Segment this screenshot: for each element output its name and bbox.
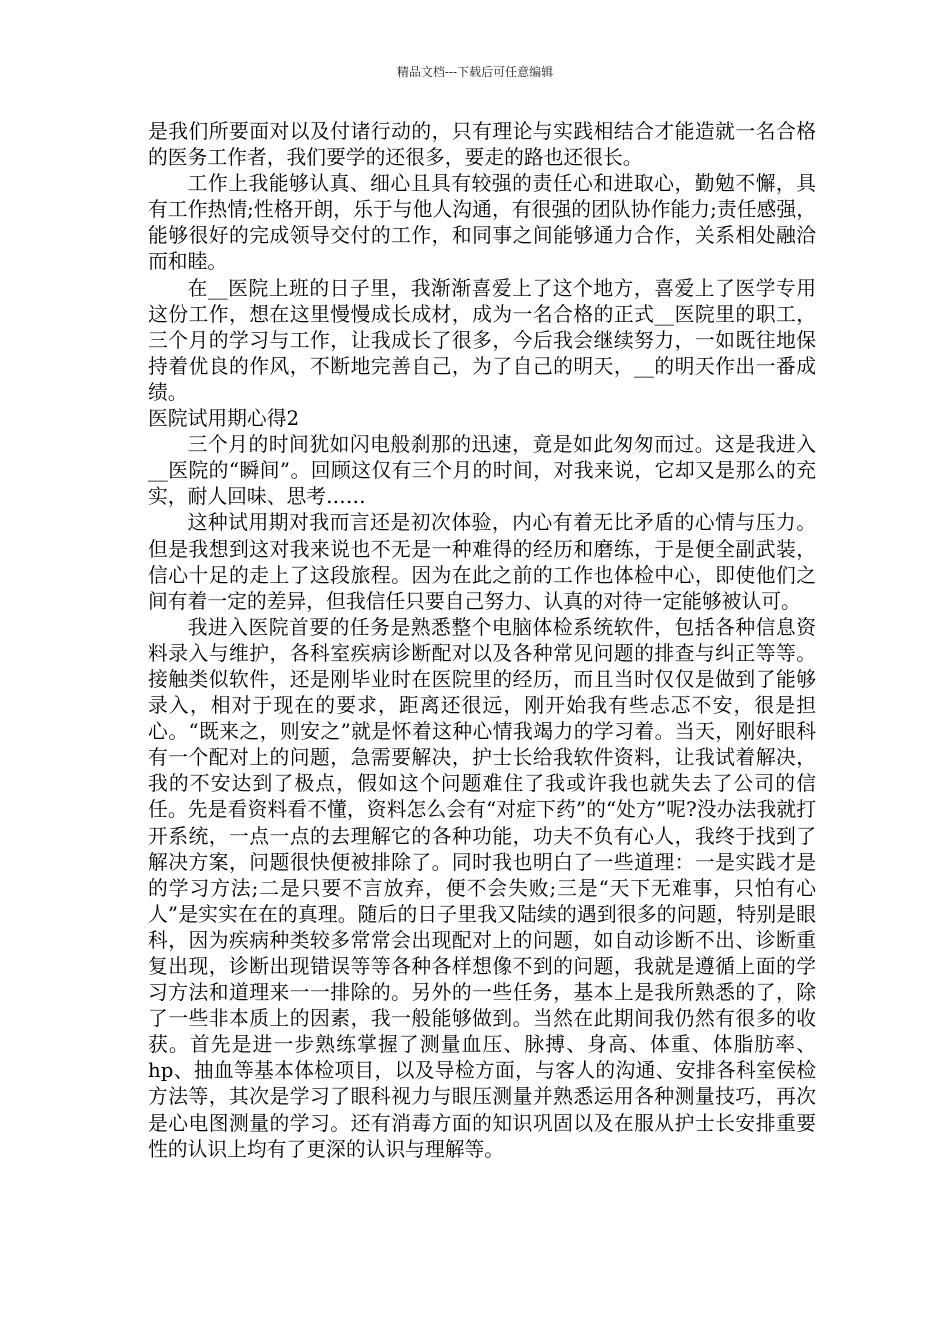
document-body [148,119,816,1163]
paragraph-3: 在__医院上班的日子里，我渐渐喜爱上了这个地方，喜爱上了医学专用这份工作，想在这里慢慢成长成材，成为一名合格的正式__医院里的职工，三个月的学习与工作，让我成长了很多，今后我会继续努力，一如既往地保持着优良的作风，不断地完善自己，为了自己的明天，__的明天作出一番成绩。 [148,276,816,404]
paragraph-2: 工作上我能够认真、细心且具有较强的责任心和进取心，勤勉不懈，具有工作热情;性格开朗，乐于与他人沟通，有很强的团队协作能力;责任感强，能够很好的完成领导交付的工作，和同事之间能够通力合作，关系相处融洽而和睦。 [148,172,816,274]
paragraph-4: 三个月的时间犹如闪电般刹那的迅速，竟是如此匆匆而过。这是我进入__医院的“瞬间”。回顾这仅有三个月的时间，对我来说，它却又是那么的充实，耐人回味、思考…… [148,433,816,509]
page-header: 精品文档---下载后可任意编辑 [396,65,554,79]
paragraph-1: 是我们所要面对以及付诸行动的，只有理论与实践相结合才能造就一名合格的医务工作者，我们要学的还很多，要走的路也还很长。 [148,120,816,170]
paragraph-5: 这种试用期对我而言还是初次体验，内心有着无比矛盾的心情与压力。但是我想到这对我来说也不无是一种难得的经历和磨练，于是便全副武装，信心十足的走上了这段旅程。因为在此之前的工作也体检中心，即使他们之间有着一定的差异，但我信任只要自己努力、认真的对待一定能够被认可。 [148,511,816,613]
section-heading: 医院试用期心得2 [148,407,300,431]
paragraph-6: 我进入医院首要的任务是熟悉整个电脑体检系统软件，包括各种信息资料录入与维护，各科室疾病诊断配对以及各种常见问题的排查与纠正等等。接触类似软件，还是刚毕业时在医院里的经历，而且当时仅仅是做到了能够录入，相对于现在的要求，距离还很远，刚开始我有些忐忑不安，很是担心。“既来之，则安之”就是怀着这种心情我竭力的学习着。当天，刚好眼科有一个配对上的问题，急需要解决，护士长给我软件资料，让我试着解决，我的不安达到了极点，假如这个问题难住了我或许我也就失去了公司的信任。先是看资料看不懂，资料怎么会有“对症下药”的“处方”呢?没办法我就打开系统，一点一点的去理解它的各种功能，功夫不负有心人，我终于找到了解决方案，问题很快便被排除了。同时我也明白了一些道理：一是实践才是的学习方法;二是只要不言放弃，便不会失败;三是“天下无难事，只怕有心人”是实实在在的真理。随后的日子里我又陆续的遇到很多的问题，特别是眼科，因为疾病种类较多常常会出现配对上的问题，如自动诊断不出、诊断重复出现，诊断出现错误等等各种各样想像不到的问题，我就是遵循上面的学习方法和道理来一一排除的。另外的一些任务，基本上是我所熟悉的了，除了一些非本质上的因素，我一般能够做到。当然在此期间我仍然有很多的收获。首先是进一步熟练掌握了测量血压、脉搏、身高、体重、体脂肪率、hp、抽血等基本体检项目，以及导检方面，与客人的沟通、安排各科室侯检方法等，其次是学习了眼科视力与眼压测量并熟悉运用各种测量技巧，再次是心电图测量的学习。还有消毒方面的知识巩固以及在服从护士长安排重要性的认识上均有了更深的认识与理解等。 [148,615,816,1161]
